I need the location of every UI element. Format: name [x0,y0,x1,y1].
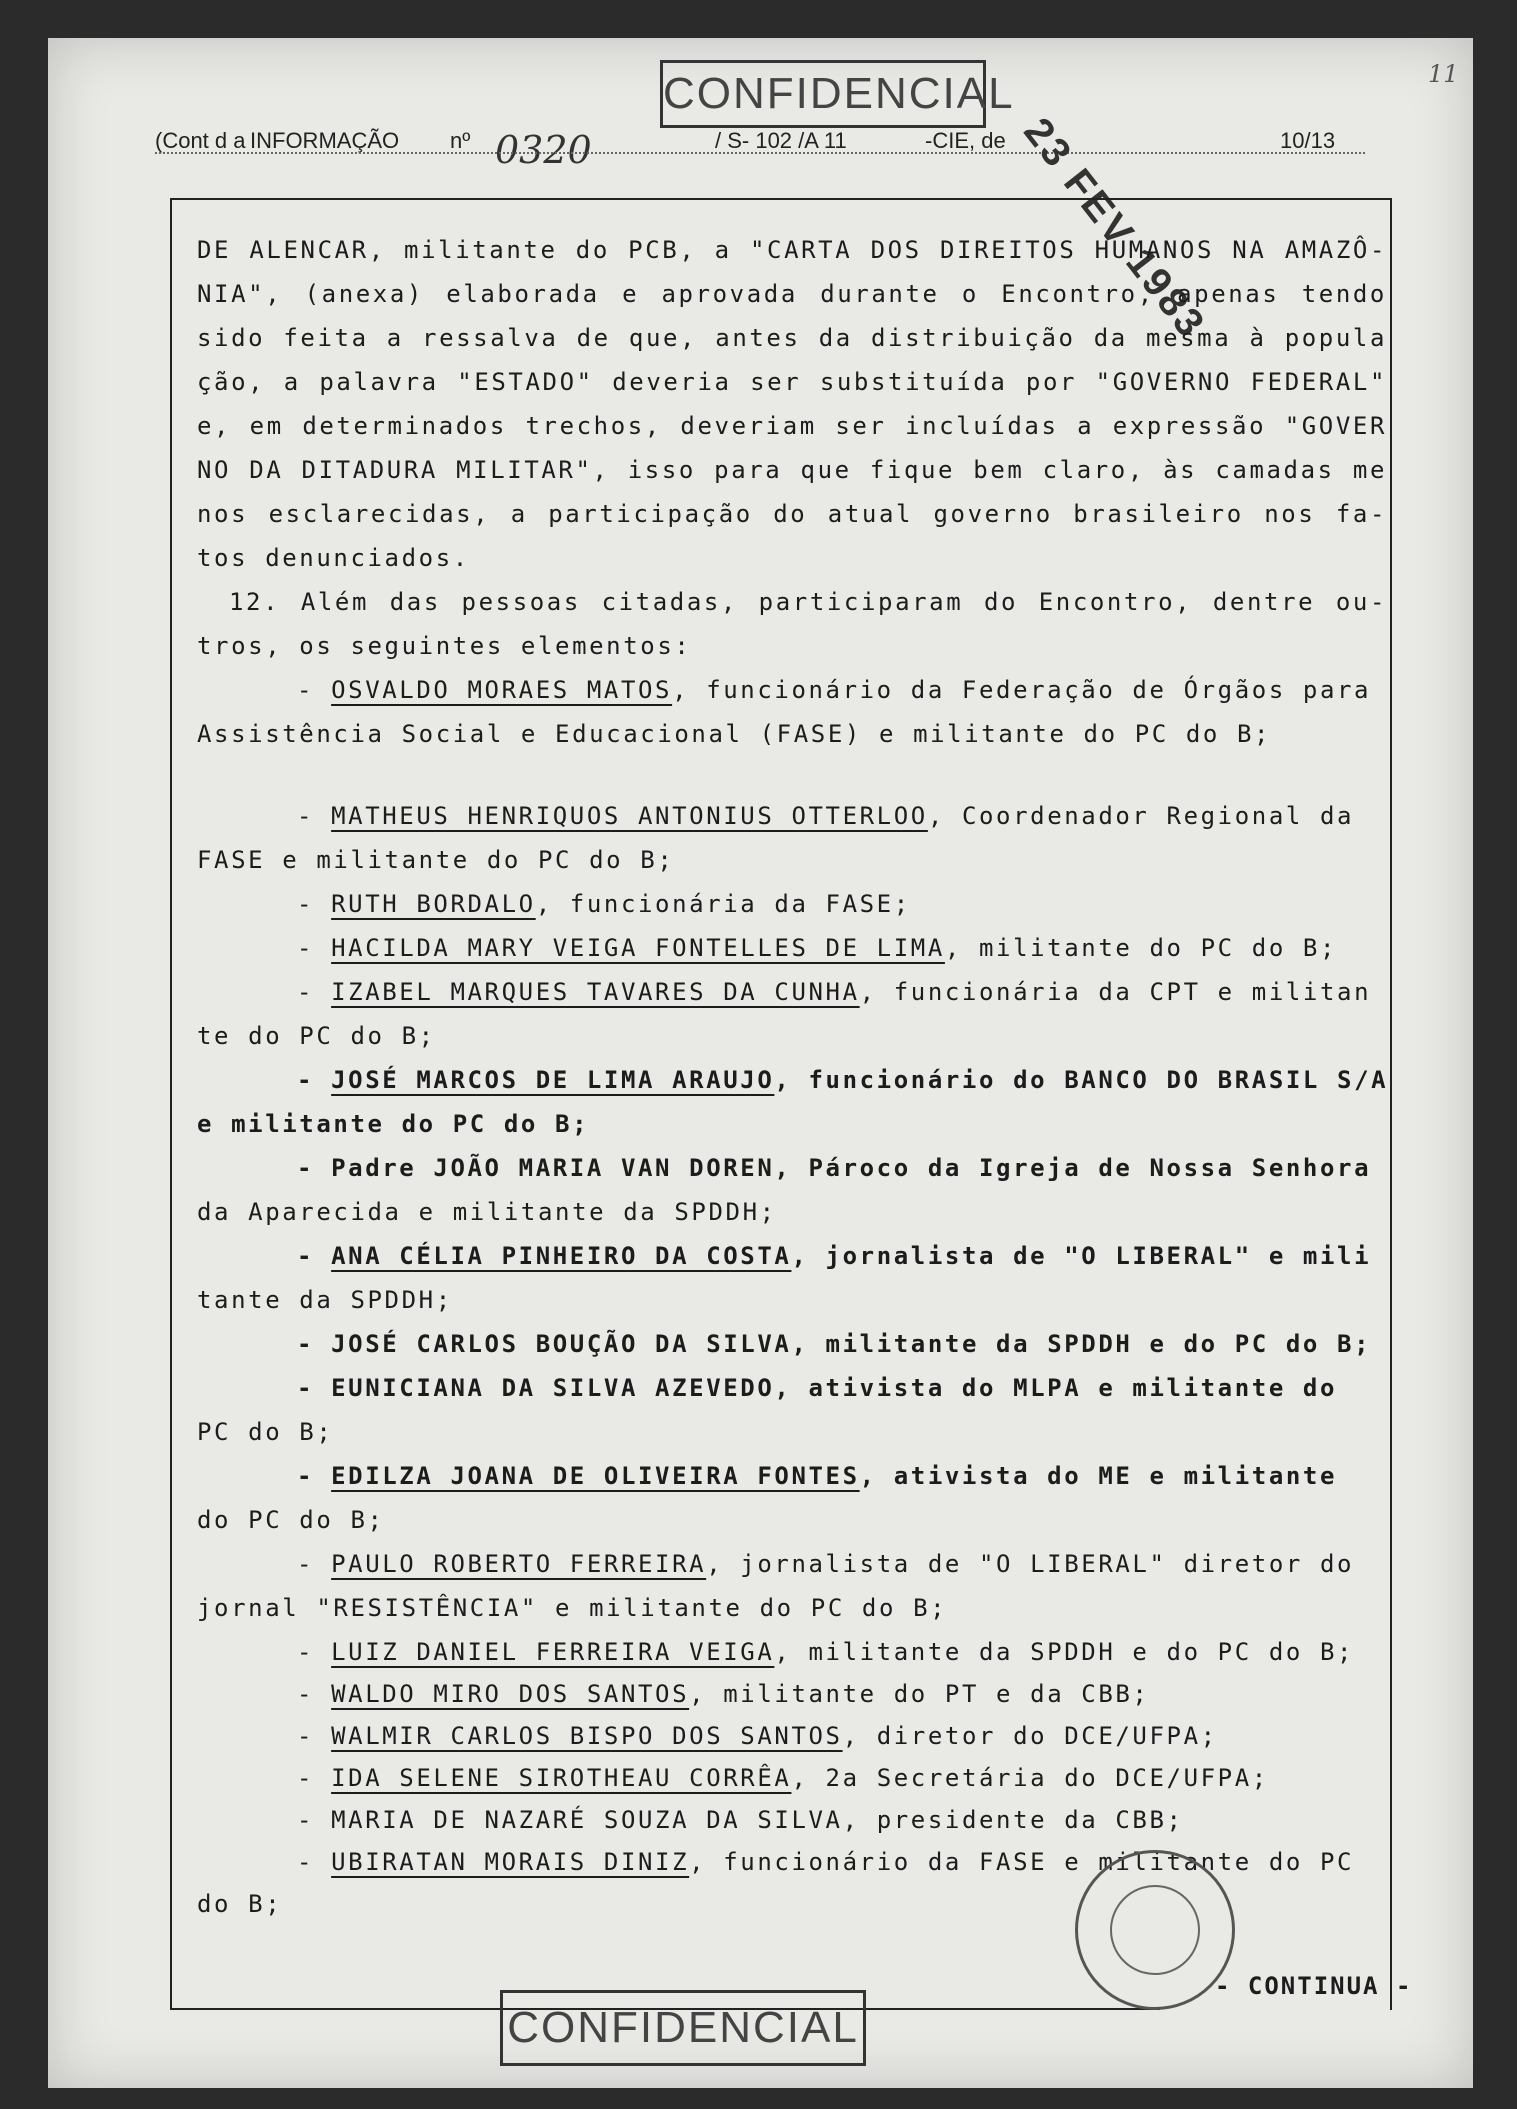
person-desc: , diretor do DCE/UFPA; [842,1722,1218,1750]
person-name: JOSÉ CARLOS BOUÇÃO DA SILVA [331,1330,792,1358]
header-prefix: (Cont d a [155,128,246,153]
continue-marker: - CONTINUA - [1215,1972,1413,2000]
list-item: - JOSÉ MARCOS DE LIMA ARAUJO, funcionário do BANCO DO BRASIL S/A [297,1066,1389,1094]
document-body [197,228,1387,1926]
body-line: ção, a palavra "ESTADO" deveria ser substituída por "GOVERNO FEDERAL" [197,368,1387,396]
person-desc: , funcionária da FASE; [535,890,911,918]
list-item-continuation: FASE e militante do PC do B; [197,846,675,874]
list-item: - HACILDA MARY VEIGA FONTELLES DE LIMA, militante do PC do B; [297,934,1338,962]
list-item: - OSVALDO MORAES MATOS, funcionário da Federação de Órgãos para [297,676,1372,704]
body-line: tos denunciados. [197,544,470,572]
list-item: - EDILZA JOANA DE OLIVEIRA FONTES, ativista do ME e militante [297,1462,1338,1490]
header-form-type: INFORMAÇÃO [250,128,400,153]
list-item-continuation: jornal "RESISTÊNCIA" e militante do PC do B; [197,1594,948,1622]
person-desc: , jornalista de "O LIBERAL" e mili [791,1242,1372,1270]
classification-stamp-top: CONFIDENCIAL [660,60,986,128]
person-desc: , funcionária da CPT e militan [859,978,1372,1006]
document-header [155,128,1365,172]
list-item: - LUIZ DANIEL FERREIRA VEIGA, militante da SPDDH e do PC do B; [297,1638,1355,1666]
header-reference: / S- 102 /A 11 [715,128,847,153]
person-desc: , funcionário da Federação de Órgãos para [672,676,1372,704]
list-item-continuation: da Aparecida e militante da SPDDH; [197,1198,777,1226]
person-desc: , militante da SPDDH e do PC do B; [791,1330,1372,1358]
header-number-label: nº [450,128,471,153]
list-item: - MARIA DE NAZARÉ SOUZA DA SILVA, presidente da CBB; [297,1806,1184,1834]
list-item: - ANA CÉLIA PINHEIRO DA COSTA, jornalista de "O LIBERAL" e mili [297,1242,1372,1270]
person-desc: , funcionário do BANCO DO BRASIL S/A [774,1066,1389,1094]
list-item-continuation: do B; [197,1890,283,1918]
header-page-number: 10/13 [1280,128,1336,153]
list-item-continuation: PC do B; [197,1418,334,1446]
person-name: HACILDA MARY VEIGA FONTELLES DE LIMA [331,934,945,962]
person-name: PAULO ROBERTO FERREIRA [331,1550,707,1578]
header-dotted-rule [155,152,1365,154]
body-line: NIA", (anexa) elaborada e aprovada durante o Encontro, apenas tendo [197,280,1387,308]
list-item-continuation: do PC do B; [197,1506,385,1534]
person-name: OSVALDO MORAES MATOS [331,676,673,704]
person-desc: , funcionário da FASE e militante do PC [689,1848,1355,1876]
person-desc: , militante do PT e da CBB; [689,1680,1150,1708]
person-desc: , ativista do MLPA e militante do [774,1374,1338,1402]
body-line: e, em determinados trechos, deveriam ser incluídas a expressão "GOVER [197,412,1387,440]
person-name: EDILZA JOANA DE OLIVEIRA FONTES [331,1462,860,1490]
official-seal-icon [1075,1850,1235,2010]
person-desc: , presidente da CBB; [842,1806,1184,1834]
body-line: DE ALENCAR, militante do PCB, a "CARTA DOS DIREITOS HUMANOS NA AMAZÔ- [197,236,1387,264]
person-name: EUNICIANA DA SILVA AZEVEDO [331,1374,775,1402]
person-name: WALDO MIRO DOS SANTOS [331,1680,690,1708]
list-item: - RUTH BORDALO, funcionária da FASE; [297,890,911,918]
person-desc: , militante do PC do B; [944,934,1338,962]
list-item: - EUNICIANA DA SILVA AZEVEDO, ativista do MLPA e militante do [297,1374,1338,1402]
list-item: - JOSÉ CARLOS BOUÇÃO DA SILVA, militante da SPDDH e do PC do B; [297,1330,1372,1358]
seal-emblem [1110,1885,1200,1975]
header-handwritten-number: 0320 [495,128,592,172]
person-desc: , Pároco da Igreja de Nossa Senhora [774,1154,1372,1182]
person-name: Padre JOÃO MARIA VAN DOREN [331,1154,775,1182]
list-item-continuation: tante da SPDDH; [197,1286,453,1314]
list-item-continuation: e militante do PC do B; [197,1110,590,1138]
person-desc: , 2a Secretária do DCE/UFPA; [791,1764,1269,1792]
person-name: LUIZ DANIEL FERREIRA VEIGA [331,1638,775,1666]
body-line: sido feita a ressalva de que, antes da distribuição da mesma à popula [197,324,1387,352]
person-name: WALMIR CARLOS BISPO DOS SANTOS [331,1722,843,1750]
person-name: RUTH BORDALO [331,890,536,918]
person-name: IDA SELENE SIROTHEAU CORRÊA [331,1764,792,1792]
person-name: JOSÉ MARCOS DE LIMA ARAUJO [331,1066,775,1094]
person-name: MATHEUS HENRIQUOS ANTONIUS OTTERLOO [331,802,928,830]
list-item: - IZABEL MARQUES TAVARES DA CUNHA, funcionária da CPT e militan [297,978,1372,1006]
person-desc: , ativista do ME e militante [859,1462,1338,1490]
person-desc: , militante da SPDDH e do PC do B; [774,1638,1355,1666]
classification-stamp-bottom: CONFIDENCIAL [500,1990,866,2066]
person-name: UBIRATAN MORAIS DINIZ [331,1848,690,1876]
body-line: NO DA DITADURA MILITAR", isso para que fique bem claro, às camadas me [197,456,1387,484]
list-item: - PAULO ROBERTO FERREIRA, jornalista de "O LIBERAL" diretor do [297,1550,1355,1578]
list-item-continuation: te do PC do B; [197,1022,436,1050]
corner-page-mark: 11 [1428,60,1459,88]
body-line: nos esclarecidas, a participação do atual governo brasileiro nos fa- [197,500,1387,528]
list-item: - MATHEUS HENRIQUOS ANTONIUS OTTERLOO, Coordenador Regional da [297,802,1355,830]
header-cie-label: -CIE, de [925,128,1006,153]
list-item: - WALDO MIRO DOS SANTOS, militante do PT e da CBB; [297,1680,1150,1708]
date-stamp: 23 FEV 1983 [1015,110,1215,348]
person-name: MARIA DE NAZARÉ SOUZA DA SILVA [331,1806,843,1834]
person-desc: , jornalista de "O LIBERAL" diretor do [706,1550,1355,1578]
list-item: - IDA SELENE SIROTHEAU CORRÊA, 2a Secretária do DCE/UFPA; [297,1764,1269,1792]
paragraph-12-line: tros, os seguintes elementos: [197,632,692,660]
person-name: ANA CÉLIA PINHEIRO DA COSTA [331,1242,792,1270]
list-item: - UBIRATAN MORAIS DINIZ, funcionário da FASE e militante do PC [297,1848,1355,1876]
list-item-continuation: Assistência Social e Educacional (FASE) e militante do PC do B; [197,720,1272,748]
paragraph-12-line: 12. Além das pessoas citadas, participaram do Encontro, dentre ou- [229,588,1387,616]
person-name: IZABEL MARQUES TAVARES DA CUNHA [331,978,860,1006]
list-item: - WALMIR CARLOS BISPO DOS SANTOS, diretor do DCE/UFPA; [297,1722,1218,1750]
person-desc: , Coordenador Regional da [927,802,1355,830]
list-item: - Padre JOÃO MARIA VAN DOREN, Pároco da Igreja de Nossa Senhora [297,1154,1372,1182]
